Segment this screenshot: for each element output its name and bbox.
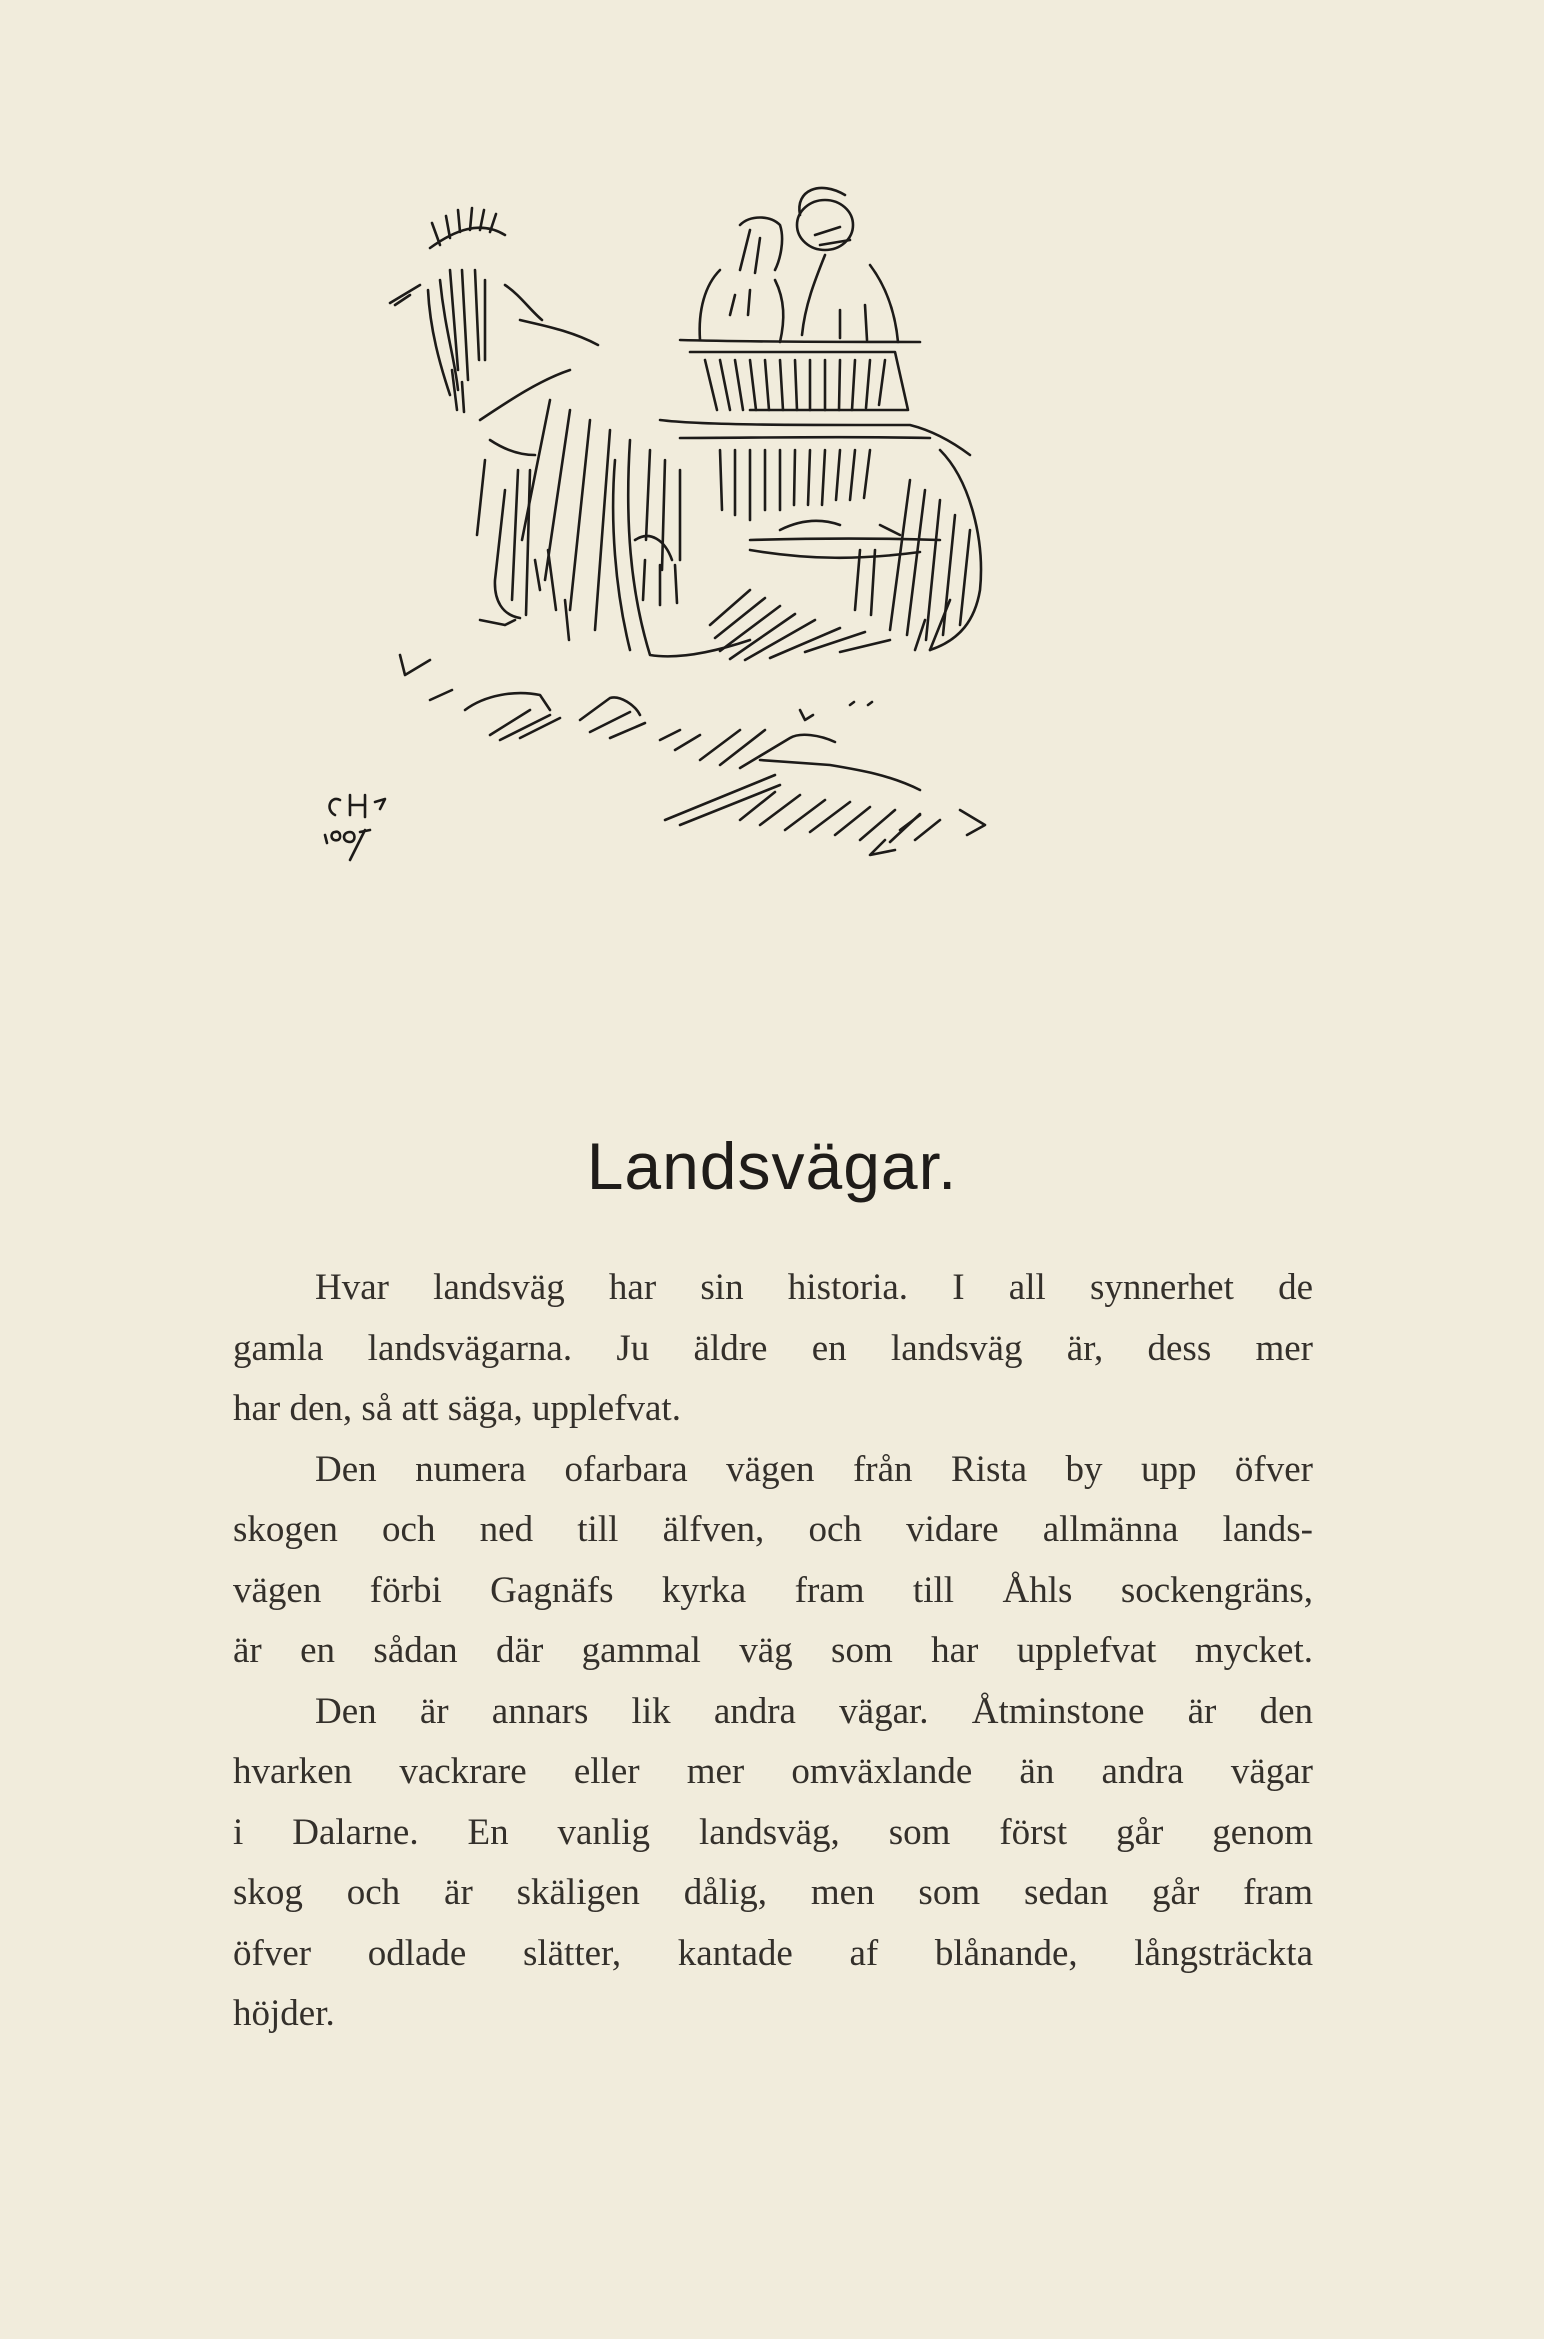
text-line: öfver odlade slätter, kantade af blånande, långsträckta: [233, 1932, 1313, 1974]
paragraph-2: [233, 1440, 1313, 1682]
text-line: höjder.: [233, 1993, 335, 2034]
text-line: Den är annars lik andra vägar. Åtminstone är den: [315, 1690, 1313, 1732]
text-line: Den numera ofarbara vägen från Rista by upp öfver: [315, 1448, 1313, 1490]
text-line: hvarken vackrare eller mer omväxlande än andra vägar: [233, 1751, 1313, 1792]
carriage-sketch: [280, 120, 1080, 1080]
paragraph-3: [233, 1682, 1313, 2045]
text-line: vägen förbi Gagnäfs kyrka fram till Åhls sockengräns,: [233, 1569, 1313, 1611]
text-line: skogen och ned till älfven, och vidare allmänna lands-: [233, 1509, 1313, 1550]
text-line: är en sådan där gammal väg som har upplefvat mycket.: [233, 1630, 1313, 1671]
chapter-body: [233, 1258, 1313, 2045]
text-line: har den, så att säga, upplefvat.: [233, 1388, 681, 1429]
text-line: skog och är skäligen dålig, men som sedan går fram: [233, 1872, 1313, 1913]
carriage-sketch-illustration: [280, 120, 1080, 1080]
text-line: i Dalarne. En vanlig landsväg, som först går genom: [233, 1811, 1313, 1853]
text-line: gamla landsvägarna. Ju äldre en landsväg är, dess mer: [233, 1327, 1313, 1369]
paragraph-1: [233, 1258, 1313, 1440]
chapter-title: Landsvägar.: [586, 1129, 958, 1203]
text-line: Hvar landsväg har sin historia. I all synnerhet de: [315, 1267, 1313, 1308]
